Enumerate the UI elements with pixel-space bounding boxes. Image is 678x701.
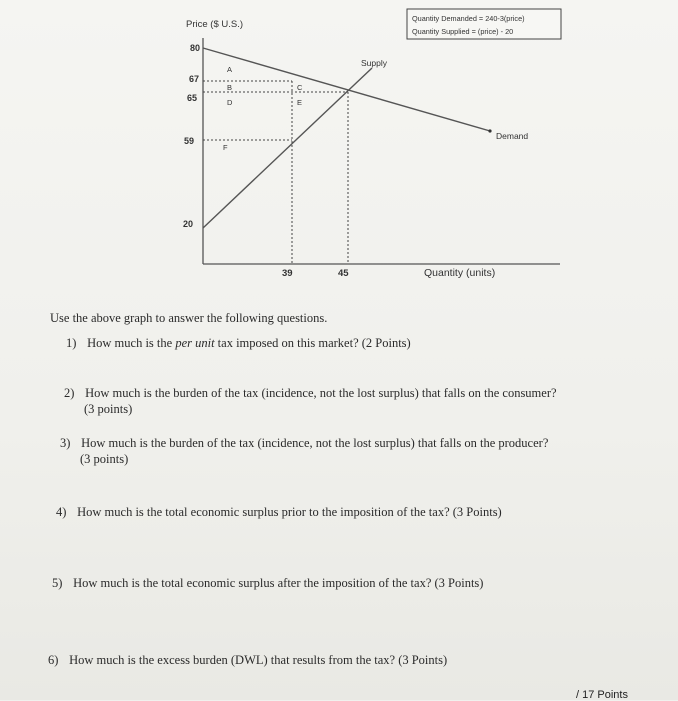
region-label-a: A bbox=[227, 65, 233, 74]
question-number: 4) bbox=[56, 505, 67, 519]
region-label-f: F bbox=[223, 143, 228, 152]
question-6 bbox=[48, 652, 447, 668]
supply-demand-graph bbox=[0, 0, 678, 300]
demand-curve bbox=[203, 48, 490, 131]
question-3 bbox=[60, 435, 548, 467]
demand-label: Demand bbox=[496, 131, 529, 141]
x-tick-39: 39 bbox=[282, 268, 293, 279]
question-4 bbox=[56, 504, 502, 520]
equation-demand: Quantity Demanded = 240-3(price) bbox=[412, 14, 525, 23]
equation-supply: Quantity Supplied = (price) - 20 bbox=[412, 27, 514, 36]
question-text: How much is the bbox=[87, 336, 176, 350]
question-text: How much is the burden of the tax (incidence, not the lost surplus) that falls on the producer? bbox=[81, 436, 549, 450]
region-label-e: E bbox=[297, 98, 303, 107]
question-number: 3) bbox=[60, 436, 71, 450]
question-1 bbox=[66, 335, 411, 351]
question-emphasis: per unit bbox=[175, 336, 215, 350]
region-label-c: C bbox=[297, 83, 303, 92]
supply-label: Supply bbox=[361, 58, 387, 68]
y-tick-67: 67 bbox=[189, 74, 200, 84]
intro-text: Use the above graph to answer the following questions. bbox=[50, 311, 328, 325]
question-number: 2) bbox=[64, 386, 75, 400]
x-tick-45: 45 bbox=[338, 268, 349, 279]
y-tick-59: 59 bbox=[184, 136, 195, 146]
region-label-b: B bbox=[227, 83, 233, 92]
question-number: 6) bbox=[48, 653, 59, 667]
y-tick-80: 80 bbox=[190, 43, 201, 53]
demand-curve-end-marker bbox=[488, 129, 491, 132]
y-tick-20: 20 bbox=[183, 219, 194, 229]
total-points: / 17 Points bbox=[576, 689, 628, 701]
question-text: How much is the total economic surplus prior to the imposition of the tax? (3 Points) bbox=[77, 505, 502, 519]
y-tick-65: 65 bbox=[187, 93, 198, 103]
question-points: (3 points) bbox=[80, 452, 129, 466]
question-text: How much is the excess burden (DWL) that results from the tax? (3 Points) bbox=[69, 653, 448, 667]
question-points: (3 points) bbox=[84, 402, 133, 416]
question-5 bbox=[52, 575, 483, 591]
question-text-rest: tax imposed on this market? (2 Points) bbox=[214, 336, 411, 350]
question-text: How much is the burden of the tax (incidence, not the lost surplus) that falls on the consumer? bbox=[85, 386, 557, 400]
x-axis-title: Quantity (units) bbox=[424, 267, 496, 279]
question-text: How much is the total economic surplus after the imposition of the tax? (3 Points) bbox=[73, 576, 484, 590]
region-label-d: D bbox=[227, 98, 233, 107]
question-number: 5) bbox=[52, 576, 63, 590]
question-2 bbox=[64, 385, 557, 417]
y-axis-title: Price ($ U.S.) bbox=[186, 19, 244, 30]
question-number: 1) bbox=[66, 336, 77, 350]
